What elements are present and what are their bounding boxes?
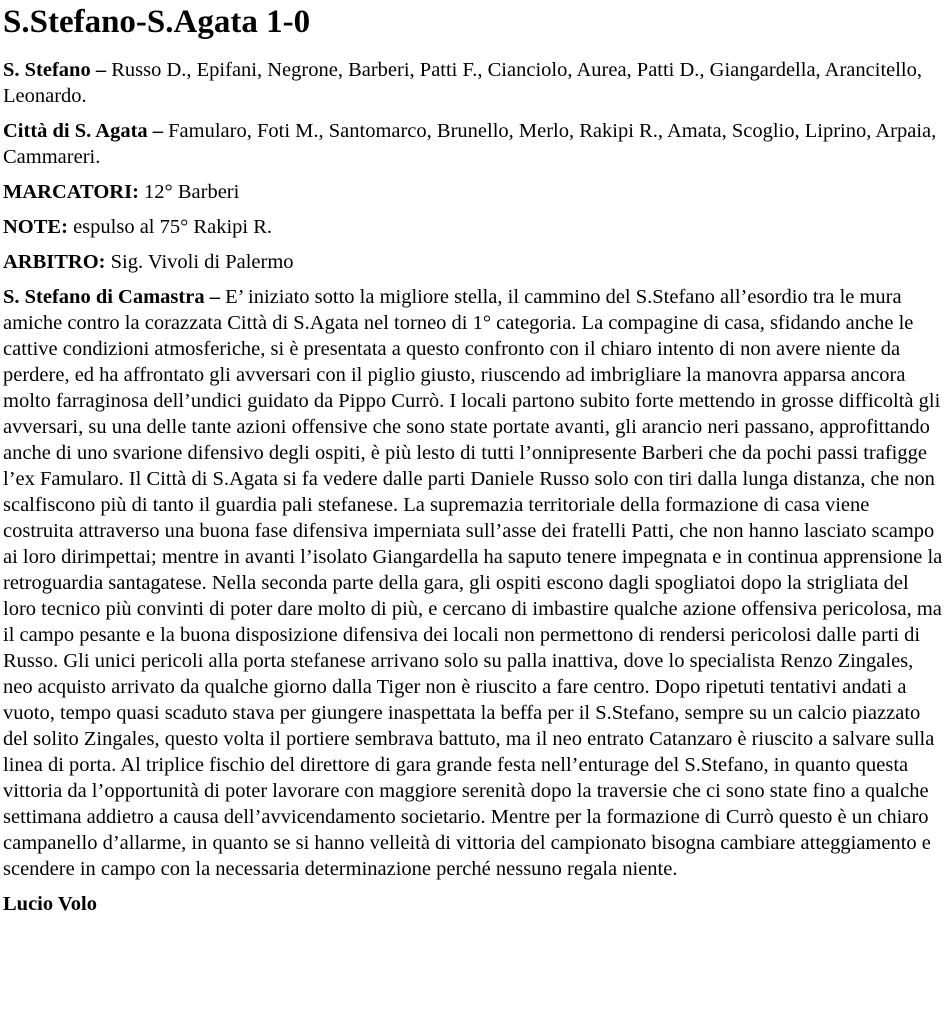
author-byline xyxy=(3,891,944,917)
report-paragraph xyxy=(3,284,944,882)
detail-notes-label: NOTE: xyxy=(3,215,68,238)
lineup-away-team-bold xyxy=(3,120,163,142)
dash-separator: – xyxy=(95,58,107,81)
report-dateline-bold xyxy=(3,286,220,308)
detail-scorers-label: MARCATORI: xyxy=(3,180,139,203)
lineup-away xyxy=(3,118,944,170)
dash-separator: – xyxy=(209,285,220,308)
lineup-home-team-bold xyxy=(3,59,106,81)
detail-scorers xyxy=(3,179,944,205)
detail-notes xyxy=(3,214,944,240)
dash-separator: – xyxy=(152,119,164,142)
lineup-home-players: Russo D., Epifani, Negrone, Barberi, Patti F., Cianciolo, Aurea, Patti D., Giangardella, Arancitello, Leonardo. xyxy=(3,58,922,107)
detail-referee-label: ARBITRO: xyxy=(3,250,106,273)
lineup-home-team: S. Stefano xyxy=(3,58,91,81)
lineup-away-players: Famularo, Foti M., Santomarco, Brunello, Merlo, Rakipi R., Amata, Scoglio, Liprino, Arpaia, Cammareri. xyxy=(3,119,937,168)
lineup-home xyxy=(3,57,944,109)
lineup-away-team: Città di S. Agata xyxy=(3,119,148,142)
report-text: E’ iniziato sotto la migliore stella, il cammino del S.Stefano all’esordio tra le mura amiche contro la corazzata Città di S.Agata nel torneo di 1° categoria. La compagine di casa, sfidando anche le cattive condizioni atmosferiche, si è presentata a questo confronto con il chiaro intento di non avere niente da perdere, ed ha affrontato gli avversari con il piglio giusto, riuscendo ad imbrigliare la manovra apparsa ancora molto farraginosa dell’undici guidato da Pippo Currò. I locali partono subito forte mettendo in grosse difficoltà gli avversari, su una delle tante azioni offensive che sono state portate avanti, gli arancio neri passano, approfittando anche di uno svarione difensivo degli ospiti, è più lesto di tutti l’onnipresente Barberi che da pochi passi trafigge l’ex Famularo. Il Città di S.Agata si fa vedere dalle parti Daniele Russo solo con tiri dalla lunga distanza, che non scalfiscono più di tanto il guardia pali stefanese. La supremazia territoriale della formazione di casa viene costruita attraverso una buona fase difensiva imperniata sull’asse dei fratelli Patti, che non hanno lasciato scampo ai loro dirimpettai; mentre in avanti l’isolato Giangardella ha saputo tenere impegnata e in continua apprensione la retroguardia santagatese. Nella seconda parte della gara, gli ospiti escono dagli spogliatoi dopo la strigliata del loro tecnico più convinti di poter dare molto di più, e cercano di imbastire qualche azione offensiva pericolosa, ma il campo pesante e la buona disposizione difensiva dei locali non permettono di rendersi pericolosi dalle parti di Russo. Gli unici pericoli alla porta stefanese arrivano solo su palla inattiva, dove lo specialista Renzo Zingales, neo acquisto arrivato da qualche giorno dalla Tiger non è riuscito a fare centro. Dopo ripetuti tentativi andati a vuoto, tempo quasi scaduto stava per giungere inaspettata la beffa per il S.Stefano, sempre su un calcio piazzato del solito Zingales, questo volta il portiere sembrava battuto, ma il neo entrato Catanzaro è riuscito a salvare sulla linea di porta. Al triplice fischio del direttore di gara grande festa nell’enturage del S.Stefano, in quanto questa vittoria da l’opportunità di poter lavorare con maggiore serenità dopo la traversie che ci sono state fino a qualche settimana addietro a causa dell’avvicendamento societario. Mentre per la formazione di Currò questo è un chiaro campanello d’allarme, in quanto se si hanno velleità di vittoria del campionato bisogna cambiare atteggiamento e scendere in campo con la necessaria determinazione perché nessuno regala niente. xyxy=(3,285,943,880)
detail-notes-value: espulso al 75° Rakipi R. xyxy=(73,215,273,238)
page-title: S.Stefano-S.Agata 1-0 xyxy=(3,4,311,40)
report-dateline: S. Stefano di Camastra xyxy=(3,285,205,308)
detail-referee-value: Sig. Vivoli di Palermo xyxy=(110,250,294,273)
detail-referee xyxy=(3,249,944,275)
author-name: Lucio Volo xyxy=(3,892,97,915)
detail-scorers-value: 12° Barberi xyxy=(144,180,240,203)
